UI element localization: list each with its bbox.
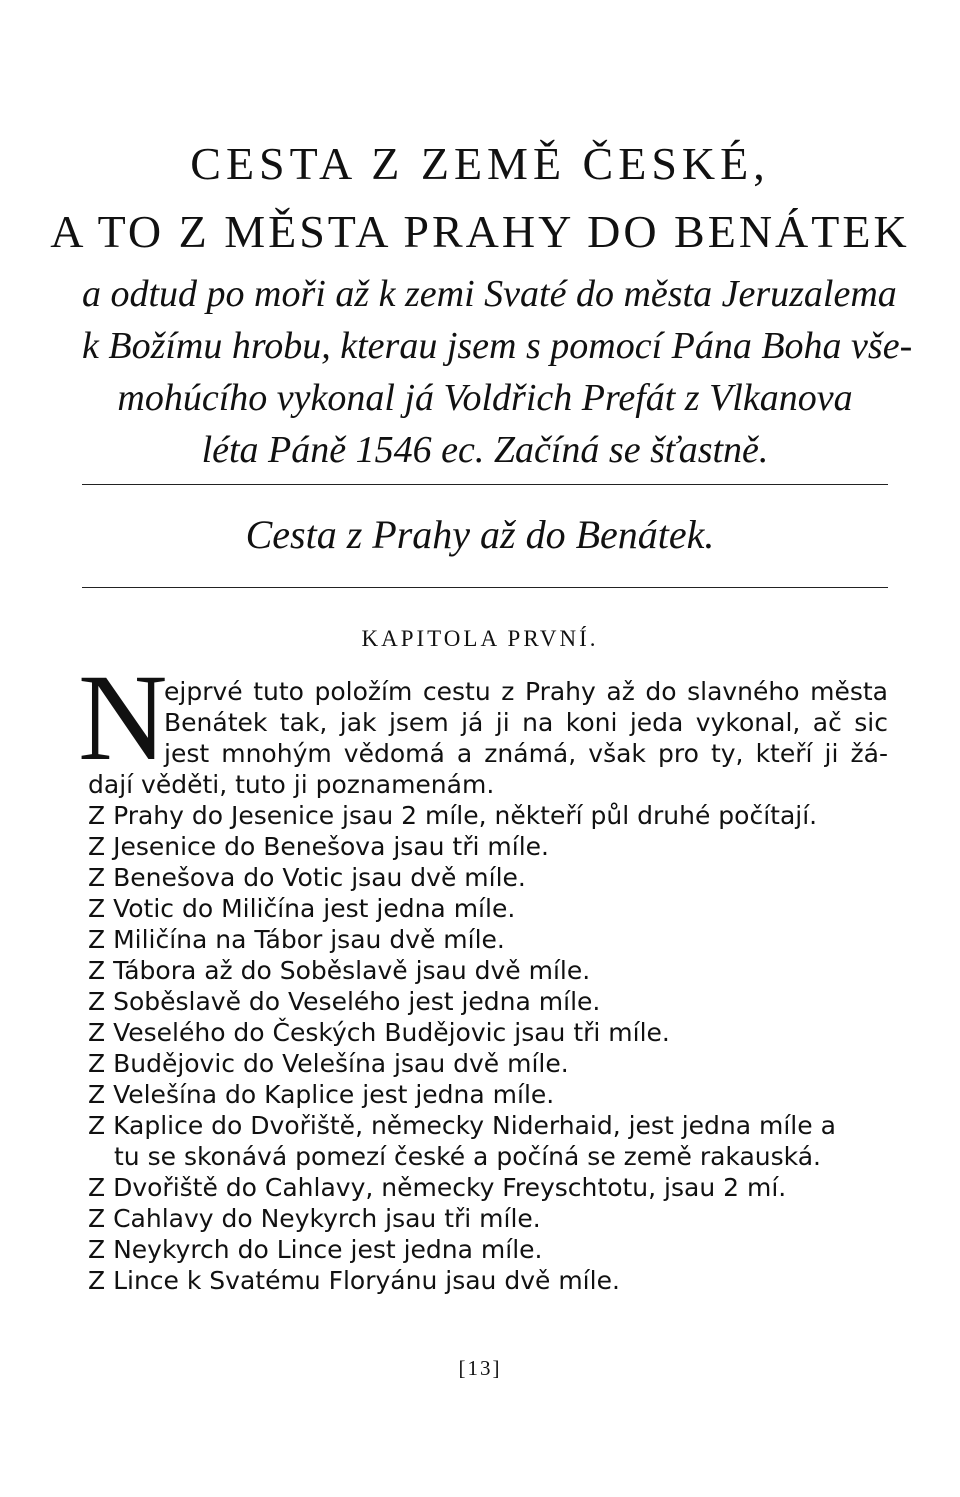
subtitle-line: mohúcího vykonal já Voldřich Prefát z Vlkanova: [117, 377, 853, 419]
subtitle-line: k Božímu hrobu, kterau jsem s pomocí Pána Boha vše-: [82, 325, 913, 367]
route-item: Z Budějovic do Velešína jsau dvě míle.: [88, 1049, 569, 1078]
drop-cap: N: [78, 649, 168, 786]
route-item: Z Prahy do Jesenice jsau 2 míle, někteří půl druhé počítají.: [88, 801, 818, 830]
route-item: Z Jesenice do Benešova jsau tři míle.: [88, 832, 549, 861]
chapter-body: [88, 676, 888, 1296]
route-item: Z Veselého do Českých Budějovic jsau tři míle.: [88, 1018, 670, 1047]
intro-line: jest mnohým vědomá a známá, však pro ty, kteří ji žá-: [164, 739, 888, 768]
route-item: Z Tábora až do Soběslavě jsau dvě míle.: [88, 956, 591, 985]
route-item: [88, 1110, 888, 1172]
route-item: Z Lince k Svatému Floryánu jsau dvě míle.: [88, 1266, 620, 1295]
subtitle-line: a odtud po moři až k zemi Svaté do města Jeruzalema: [82, 273, 897, 315]
page-number: [13]: [458, 1356, 502, 1380]
route-item: Z Cahlavy do Neykyrch jsau tři míle.: [88, 1204, 541, 1233]
subtitle-line: léta Páně 1546 ec. Začíná se šťastně.: [201, 429, 769, 471]
intro-line: dají věděti, tuto ji poznamenám.: [88, 770, 495, 799]
subtitle: [82, 268, 913, 476]
route-item: Z Velešína do Kaplice jest jedna míle.: [88, 1080, 555, 1109]
horizontal-rule-top: [82, 484, 888, 485]
route-item: Z Benešova do Votic jsau dvě míle.: [88, 863, 526, 892]
route-item: Z Soběslavě do Veselého jest jedna míle.: [88, 987, 601, 1016]
route-item: Z Neykyrch do Lince jest jedna míle.: [88, 1235, 543, 1264]
route-item-continuation: tu se skonává pomezí české a počíná se země rakauská.: [114, 1142, 821, 1171]
chapter-heading: KAPITOLA PRVNÍ.: [361, 626, 599, 651]
route-item-text: Z Kaplice do Dvořiště, německy Niderhaid, jest jedna míle a: [88, 1111, 836, 1140]
intro-line: ejprvé tuto položím cestu z Prahy až do slavného města: [164, 677, 888, 706]
route-item: Z Dvořiště do Cahlavy, německy Freyschtotu, jsau 2 mí.: [88, 1173, 787, 1202]
section-title: Cesta z Prahy až do Benátek.: [245, 512, 715, 557]
title-line-2: A TO Z MĚSTA PRAHY DO BENÁTEK: [50, 206, 910, 257]
title-line-1: CESTA Z ZEMĚ ČESKÉ,: [190, 138, 770, 189]
horizontal-rule-bottom: [82, 587, 888, 588]
intro-line: Benátek tak, jak jsem já ji na koni jeda vykonal, ač sic: [164, 708, 888, 737]
route-item: Z Votic do Miličína jest jedna míle.: [88, 894, 516, 923]
route-item: Z Miličína na Tábor jsau dvě míle.: [88, 925, 505, 954]
